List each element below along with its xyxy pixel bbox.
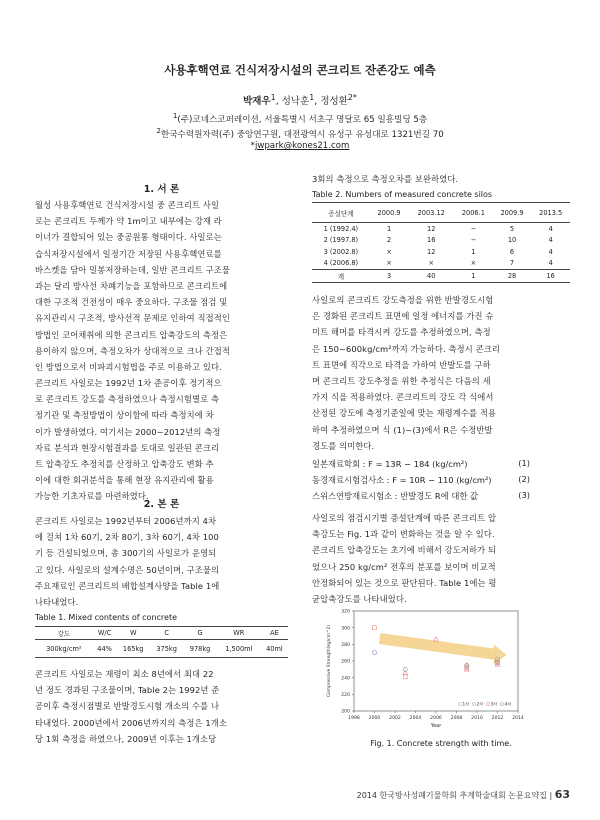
legend-label: 2차 [476,701,484,707]
table-row [312,235,570,247]
table-cell: 계 [312,270,370,283]
section-1-paragraph-2: 콘크리트 사일로는 1992년 1차 준공이후 정기적으 로 콘크리트 강도를 측정하였으나 측정시험별로 측 정기관 및 측정방법이 상이함에 따라 측정치에 차 이가 발생하였다. 여기서는 2000~2012년의 측정 자료 분석과 현장시험결과를 토대로 일관된 콘크리 트 압축강도 추정치를 산정하고 압축강도 변화 추 이에 대한 회귀분석을 통해 현장 유지관리에 활용 가능한 기초자료를 마련하였다. [35,378,222,502]
table-cell: 1 [386,224,392,233]
affiliation-2 [0,126,600,140]
table-cell: 4 [548,224,553,233]
table-cell: 6 [509,247,515,256]
section-2-paragraph-1: 콘크리트 사일로는 1992년부터 2006년까지 4차 에 걸쳐 1차 60기, 2차 80기, 3차 60기, 4차 100 기 등 건설되었으며, 총 300기의 사일로가 운영되 고 있다. 사일로의 설계수명은 50년이며, 구조물의 주요재료인 콘크리트의 배합설계사양을 Table 1에 나타내었다. [35,516,220,608]
aff-sup: 1 [172,111,178,120]
author-name: 성낙훈 [281,96,310,108]
table-cell: 165kg [116,640,149,658]
table-cell: 40 [408,270,454,283]
table-cell: 2 [386,236,392,245]
page-number: 63 [554,788,570,801]
footer-separator: | [546,791,555,800]
table-cell: 3 [370,270,409,283]
table-header-cell: AE [261,627,288,640]
x-axis-label: Year [430,723,442,729]
x-tick-label: 2014 [512,716,524,721]
legend-marker [501,703,504,706]
x-tick-label: 2002 [389,716,401,721]
x-tick-label: 1998 [348,716,360,721]
equation-number: (3) [518,490,530,500]
table-cell: × [470,259,477,268]
table-cell: − [470,236,477,245]
data-point [434,637,439,641]
table-header-cell: 2000.9 [370,203,409,223]
author-sup: 1 [270,93,276,102]
table-cell: 4 [548,259,553,268]
section-2-heading: 2. 본 론 [143,499,180,510]
author-sup: 1 [309,93,315,102]
footer-text: 2014 한국방사성폐기물학회 추계학술대회 논문요약집 [356,791,547,800]
aff-sup: 2 [156,126,161,135]
table-header-cell: 강도 [35,627,93,640]
x-tick-label: 2008 [450,716,463,721]
table-cell: 2 (1997.8) [323,236,359,245]
table-cell: 40ml [261,640,288,658]
table-row [35,640,288,658]
table-cell: 1 [471,247,476,256]
table-cell: 300kg/cm² [35,640,93,658]
table-header-cell: WR [217,627,261,640]
table-cell: 978kg [183,640,216,658]
table-cell: 10 [507,236,517,245]
table-cell: 12 [427,247,436,256]
col2-paragraph-2: 사일로의 콘크리트 강도측정을 위한 반발경도시험 은 경화된 콘크리트 표면에 일정 에너지를 가진 슈 미트 해머를 타격시켜 강도를 추정하였으며, 측정 은 150~600kg/cm²까지 가능하다. 측정시 콘크리 트 표면에 직각으로 타격을 가하여 반발도를 구하 며 콘크리트 강도추정을 위한 추정식은 다음의 세 가지 식을 적용하였다. 콘크리트의 강도 각 식에서 산정된 강도에 측정기준일에 맞는 재령계수를 적용 하여 추정하였으며 식 (1)~(3)에서 R은 수정반발 경도를 의미한다. [312,295,500,451]
data-point [403,675,407,679]
table-header-cell: 2003.12 [408,203,454,223]
y-axis-label: Compressive Strength(kg/cm^2) [327,624,332,698]
table-header-row [35,627,288,640]
legend-marker [487,703,490,706]
table-cell: − [470,224,477,233]
y-tick-label: 220 [341,692,350,698]
author-sep: , [314,96,321,108]
table-header-cell: G [183,627,216,640]
table-row [312,246,570,258]
table-1 [35,626,288,658]
x-tick-label: 2006 [430,716,442,721]
affiliation-1 [0,111,600,125]
table-cell: 1 (1992.4) [323,224,359,233]
table-2-caption: Table 2. Numbers of measured concrete silos [312,190,493,199]
section-1-heading: 1. 서 론 [143,184,180,195]
col2-paragraph-1: 3회의 측정으로 측정오차를 보완하였다. [312,174,459,184]
y-tick-label: 320 [341,609,350,615]
table-cell: 1 [454,270,493,283]
table-cell: 28 [493,270,532,283]
legend-marker [459,703,462,706]
y-tick-label: 260 [341,659,350,665]
table-header-cell: 2006.1 [454,203,493,223]
y-tick-label: 200 [341,709,350,715]
table-cell: 4 [548,247,553,256]
table-cell: 1,500ml [217,640,261,658]
legend-label: 1차 [462,701,470,707]
table-cell: 4 (2006.8) [323,259,359,268]
table-cell: 12 [427,224,436,233]
page-footer [357,788,570,801]
table-cell: 44% [93,640,117,658]
legend-label: 3차 [490,701,498,707]
data-point [372,651,376,655]
equation-text: 일본재료학회 : F = 13R − 184 (kg/cm²) [312,459,468,469]
table-2 [312,202,570,283]
y-tick-label: 280 [341,642,350,648]
x-tick-label: 2004 [409,716,422,721]
table-header-row [312,203,570,223]
equation-2 [312,474,530,486]
plot-frame [354,611,518,711]
equation-1 [312,458,530,470]
table-cell: 16 [531,270,570,283]
data-point [373,626,377,630]
section-2-paragraph-2: 콘크리트 사일로는 재령이 최소 8년에서 최대 22 년 정도 경과된 구조물이며, Table 2는 1992년 준 공이후 측정시점별로 반발경도시험 개소의 수를 나 타내었다. 2000년에서 2006년까지의 측정은 1개소 당 1회 측정을 하였으나, 2009년 이후는 1개소당 [35,669,227,744]
section-1-paragraph-1: 월성 사용후핵연료 건식저장시설 중 콘크리트 사일 로는 콘크리트 두께가 약 1m이고 내부에는 강재 라 이너가 결합되어 있는 중공원통 형태이다. 사일로는 습식저장시설에서 일정기간 저장된 사용후핵연료를 바스켓을 담아 밀봉저장하는데, 일반 콘크리트 구조물 과는 달리 방사선 차폐기능을 포함하므로 콘크리트에 대한 구조적 건전성이 매우 중요하다. 구조물 점검 및 유지관리시 구조적, 방사선적 문제로 인하여 직접적인 방법인 코어채취에 의한 콘크리트 압축강도의 측정은 용이하지 않으며, 측정오차가 상대적으로 크나 간접적 인 방법으로서 비파괴시험법을 주로 이용하고 있다. [35,200,230,373]
email-prefix: * [250,141,255,151]
author-name: 박재우 [243,96,271,108]
x-tick-label: 2012 [491,716,504,721]
author-line [0,93,600,107]
y-tick-label: 300 [341,626,350,632]
strength-chart [312,603,540,733]
author-sup: 2* [347,93,357,102]
col2-paragraph-3: 사일로의 점검시기별 증설단계에 따른 콘크리트 압 축강도는 Fig. 1과 같이 변화하는 것을 알 수 있다. 콘크리트 압축강도는 초기에 비해서 강도저하가 되 었으나 250 kg/cm² 전후의 분포를 보이며 비교적 안정화되어 있는 것으로 판단된다. Table 1에는 평 균압축강도를 나타내었다. [312,513,497,605]
aff-text: 한국수력원자력(주) 중앙연구원, 대전광역시 유성구 유성대로 1321번길 70 [160,129,444,140]
equation-number: (2) [518,474,530,484]
table-header-cell: W/C [93,627,117,640]
table-header-cell: 2009.9 [493,203,532,223]
table-cell: 4 [548,236,553,245]
email-line [0,141,600,151]
equation-number: (1) [518,458,530,468]
table-cell: 3 (2002.8) [323,247,359,256]
table-cell: × [386,247,392,256]
equation-text: 동경재료시험검사소 : F = 10R − 110 (kg/cm²) [312,475,492,485]
aff-text: (주)코네스코퍼레이션, 서울특별시 서초구 명달로 65 일흥빌딩 5층 [177,114,428,125]
table-cell: × [386,259,392,268]
table-row [312,223,570,235]
equation-3 [312,490,530,502]
x-tick-label: 2010 [471,716,483,721]
table-cell: 375kg [150,640,183,658]
table-header-cell: 2013.5 [531,203,570,223]
legend-marker [473,703,476,706]
table-total-row [312,270,570,283]
table-row [312,258,570,270]
legend-label: 4차 [504,701,512,707]
table-header-cell: 증설단계 [312,203,370,223]
author-sep: , [275,96,282,108]
paper-title: 사용후핵연료 건식저장시설의 콘크리트 잔존강도 예측 [164,63,436,77]
author-name: 정성환 [320,96,348,108]
figure-1-caption: Fig. 1. Concrete strength with time. [370,739,512,748]
x-tick-label: 2000 [368,716,381,721]
table-cell: 7 [509,259,515,268]
table-1-caption: Table 1. Mixed contents of concrete [35,613,178,622]
email-link[interactable]: jwpark@kones21.com [254,141,350,151]
table-header-cell: W [116,627,149,640]
table-cell: × [428,259,434,268]
y-tick-label: 240 [341,676,350,682]
table-header-cell: C [150,627,183,640]
table-cell: 16 [427,236,436,245]
equation-text: 스위스연방재료시험소 : 반발경도 R에 대한 값 [312,491,479,501]
table-cell: 5 [509,224,515,233]
